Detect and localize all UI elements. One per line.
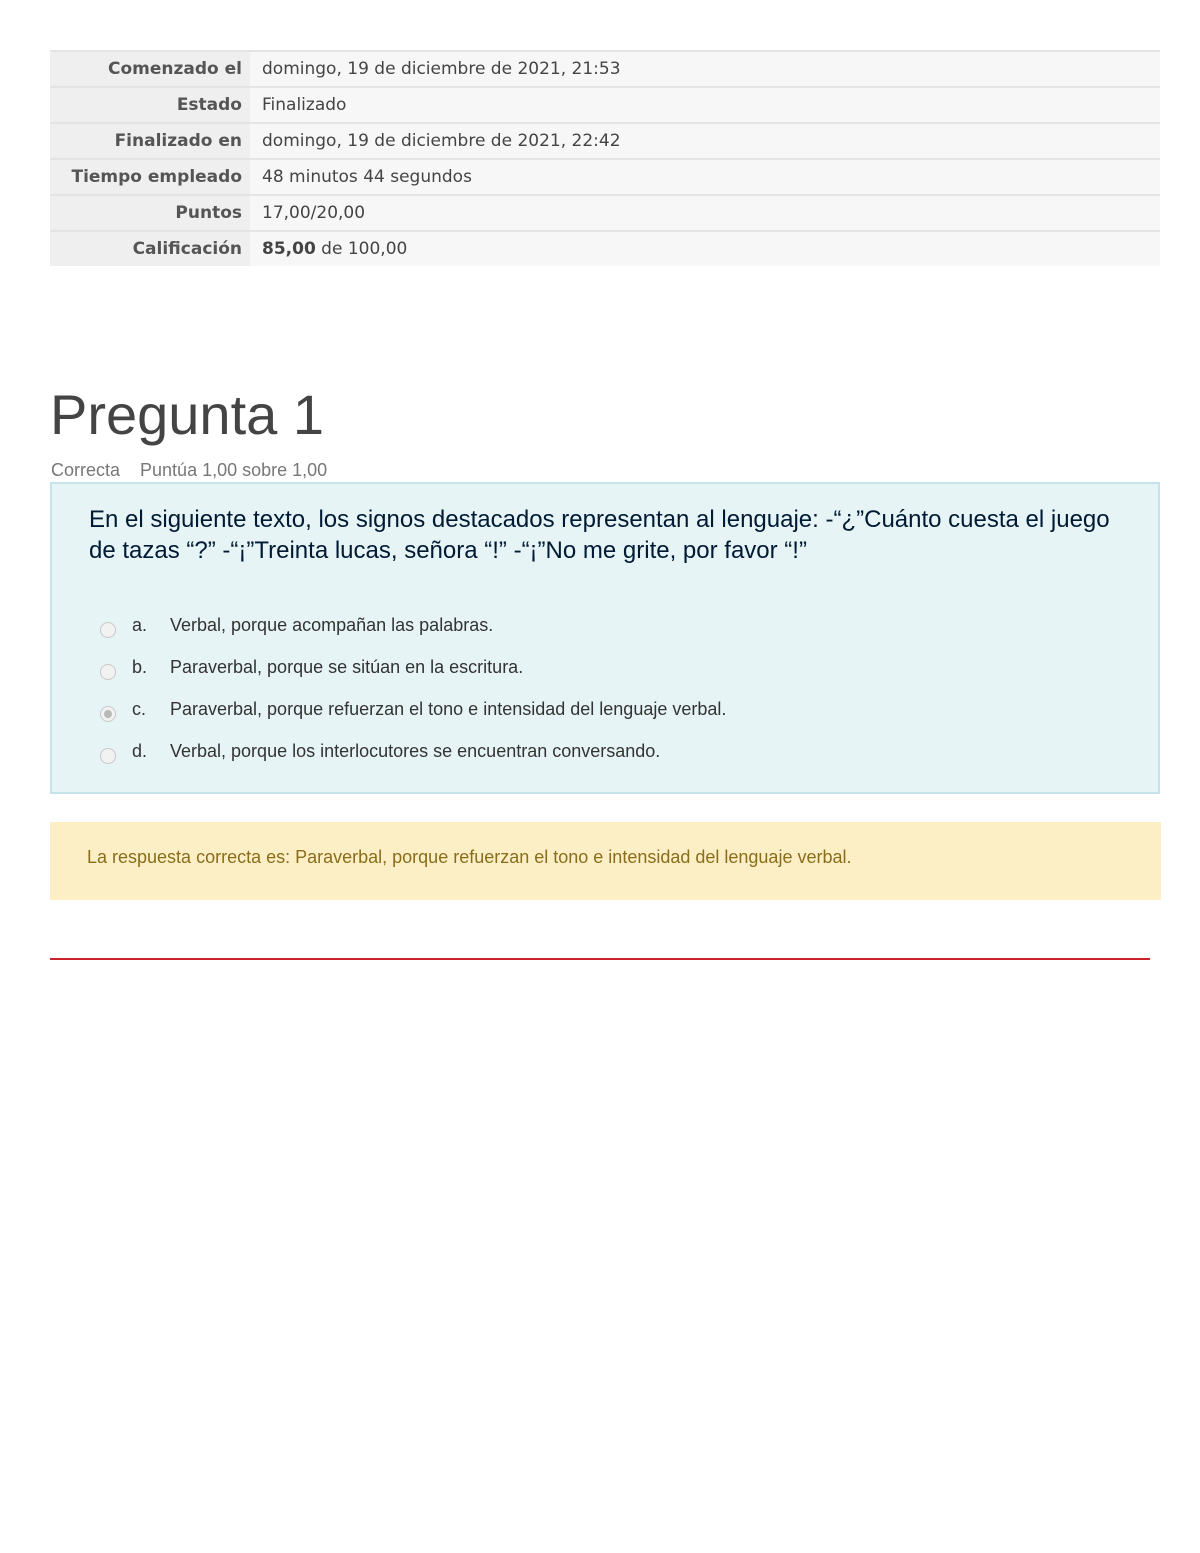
- question-title: Pregunta 1: [50, 383, 324, 446]
- answer-letter: a.: [132, 614, 148, 635]
- question-text: En el siguiente texto, los signos destacados representan al lenguaje: -“¿”Cuánto cuesta el juego de tazas “?” -“¡”Treinta lucas, señora “!” -“¡”No me grite, por favor “!”: [89, 506, 1110, 564]
- grade-max: de 100,00: [315, 239, 408, 259]
- correct-answer-feedback: La respuesta correcta es: Paraverbal, porque refuerzan el tono e intensidad del lenguaje verbal.: [50, 822, 1161, 900]
- answer-text: Paraverbal, porque se sitúan en la escritura.: [170, 656, 524, 677]
- attempt-summary-table: [50, 50, 1160, 266]
- summary-value: 17,00/20,00: [262, 203, 366, 223]
- summary-label: Calificación: [50, 232, 250, 266]
- summary-label: Puntos: [50, 196, 250, 230]
- answer-option-d[interactable]: [100, 730, 726, 772]
- radio-checked-icon[interactable]: [100, 706, 116, 722]
- summary-value: 48 minutos 44 segundos: [262, 167, 472, 187]
- answer-option-b[interactable]: [100, 646, 726, 688]
- summary-row-finished: [50, 124, 1160, 160]
- summary-row-points: [50, 196, 1160, 232]
- summary-row-started: [50, 52, 1160, 88]
- summary-value: domingo, 19 de diciembre de 2021, 21:53: [262, 59, 621, 79]
- radio-icon[interactable]: [100, 622, 116, 638]
- radio-icon[interactable]: [100, 664, 116, 680]
- summary-label: Comenzado el: [50, 52, 250, 86]
- answer-text: Verbal, porque los interlocutores se encuentran conversando.: [170, 740, 661, 761]
- question-info: [51, 458, 327, 482]
- answer-text: Paraverbal, porque refuerzan el tono e intensidad del lenguaje verbal.: [170, 698, 727, 719]
- summary-value: Finalizado: [262, 95, 347, 115]
- summary-label: Finalizado en: [50, 124, 250, 158]
- answer-list: [100, 604, 726, 772]
- answer-letter: b.: [132, 656, 148, 677]
- question-box: [50, 482, 1160, 794]
- grade-value: 85,00: [262, 239, 316, 259]
- answer-letter: d.: [132, 740, 148, 761]
- summary-row-time-taken: [50, 160, 1160, 196]
- question-status: Correcta: [51, 460, 121, 480]
- answer-option-a[interactable]: [100, 604, 726, 646]
- summary-row-state: [50, 88, 1160, 124]
- question-score: Puntúa 1,00 sobre 1,00: [140, 460, 328, 480]
- section-divider: [50, 958, 1150, 960]
- summary-value: [250, 232, 1160, 266]
- answer-text: Verbal, porque acompañan las palabras.: [170, 614, 494, 635]
- summary-row-grade: [50, 232, 1160, 266]
- summary-value: domingo, 19 de diciembre de 2021, 22:42: [262, 131, 621, 151]
- radio-icon[interactable]: [100, 748, 116, 764]
- answer-letter: c.: [132, 698, 147, 719]
- summary-label: Estado: [50, 88, 250, 122]
- answer-option-c[interactable]: [100, 688, 726, 730]
- summary-label: Tiempo empleado: [50, 160, 250, 194]
